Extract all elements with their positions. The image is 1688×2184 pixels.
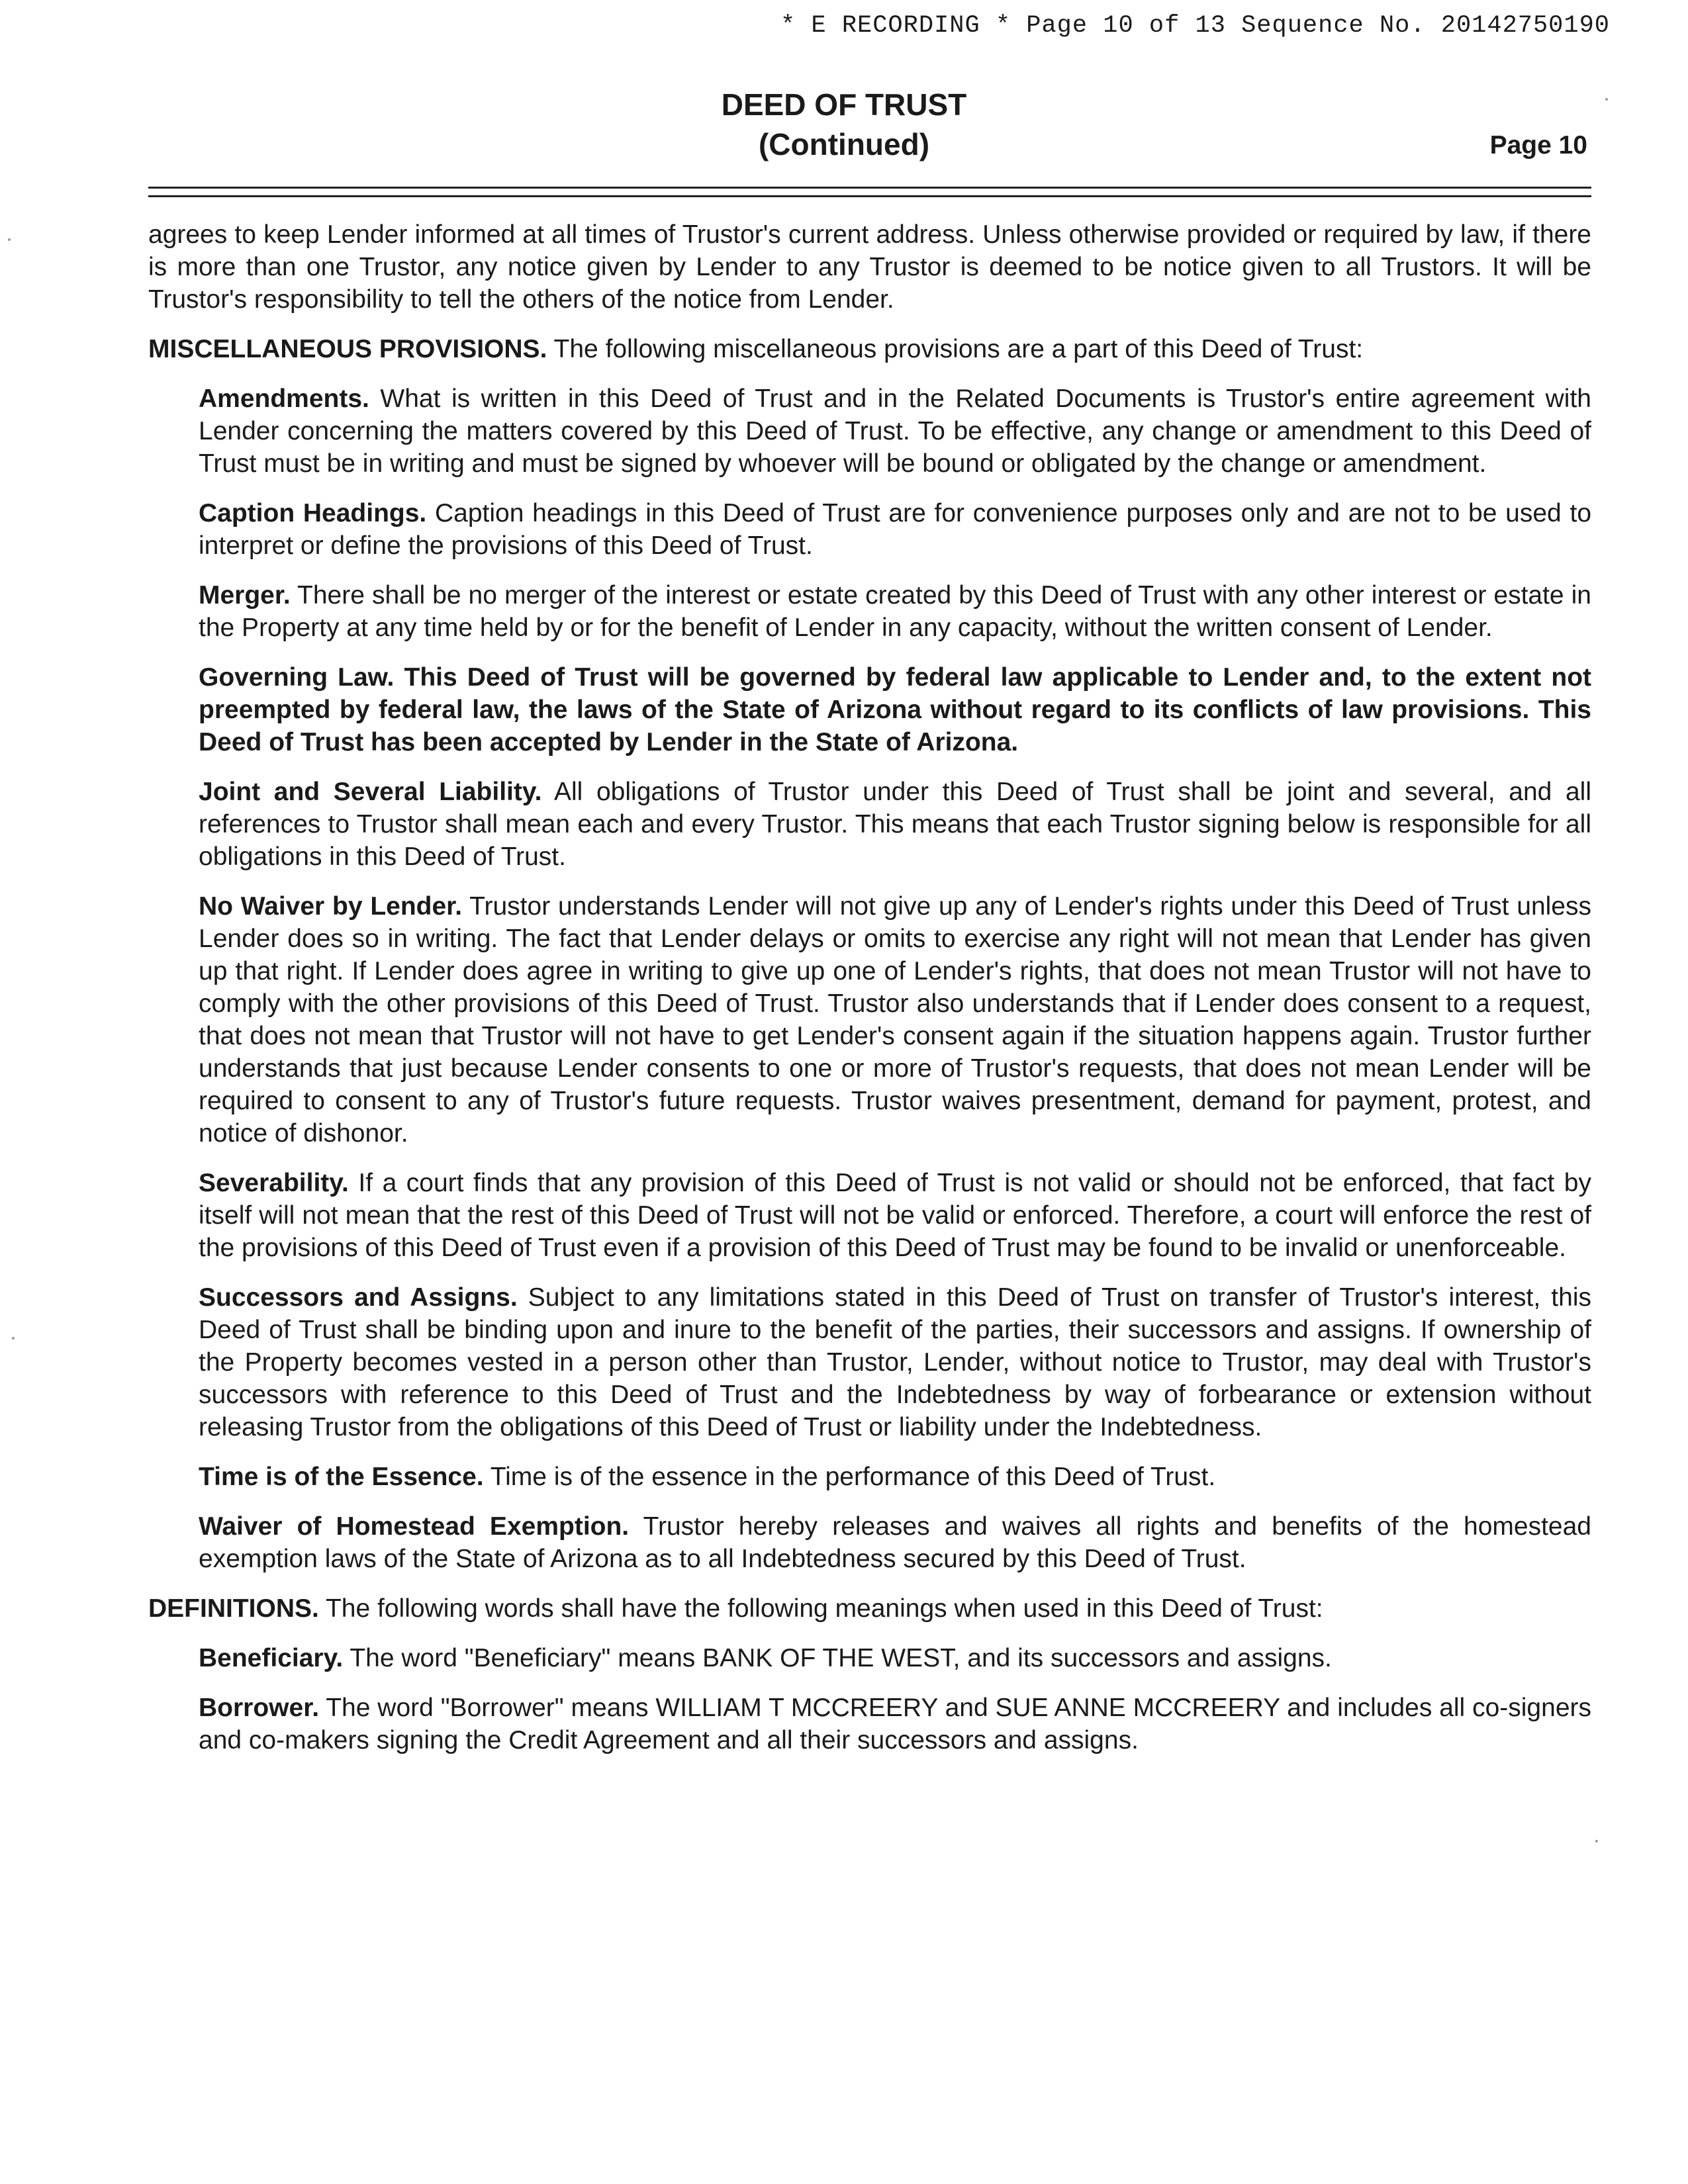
definition-beneficiary bbox=[199, 1642, 1591, 1674]
provision-heading: Caption Headings. bbox=[199, 499, 427, 527]
definition-heading: Borrower. bbox=[199, 1694, 320, 1722]
provision-governing-law bbox=[199, 661, 1591, 758]
provision-time-essence bbox=[199, 1461, 1591, 1493]
provision-heading: Time is of the Essence. bbox=[199, 1463, 484, 1491]
intro-paragraph: agrees to keep Lender informed at all times of Trustor's current address. Unless otherwise provided or required by law, if there is more than one Trustor, any notice given by Lender to any Trustor is deemed to be notice given to all Trustors. It will be Trustor's responsibility to tell the others of the notice from Lender. bbox=[148, 220, 1591, 314]
section-text: The following words shall have the following meanings when used in this Deed of Trust: bbox=[325, 1594, 1323, 1623]
provision-heading: Merger. bbox=[199, 581, 291, 610]
provision-text: Trustor hereby releases and waives all rights and benefits of the homestead exemption laws of the State of Arizona as to all Indebtedness secured by this Deed of Trust. bbox=[199, 1512, 1591, 1573]
section-heading: DEFINITIONS. bbox=[148, 1594, 319, 1623]
provision-merger bbox=[199, 579, 1591, 644]
provision-amendments bbox=[199, 383, 1591, 480]
header-rule-top bbox=[148, 187, 1591, 189]
provision-heading: Governing Law. bbox=[199, 663, 395, 692]
definitions-section bbox=[148, 1592, 1591, 1625]
recording-header: * E RECORDING * Page 10 of 13 Sequence No. 20142750190 bbox=[780, 12, 1610, 40]
provision-heading: Successors and Assigns. bbox=[199, 1283, 518, 1312]
header-rule-bottom bbox=[148, 195, 1591, 197]
provision-heading: Waiver of Homestead Exemption. bbox=[199, 1512, 630, 1541]
provision-text: Subject to any limitations stated in this Deed of Trust on transfer of Trustor's interest, this Deed of Trust shall be binding upon and inure to the benefit of the parties, their successors and assigns. If ownership of the Property becomes vested in a person other than Trustor, Lender, without notice to Trustor, may deal with Trustor's successors with reference to this Deed of Trust and the Indebtedness by way of forbearance or extension without releasing Trustor from the obligations of this Deed of Trust or liability under the Indebtedness. bbox=[199, 1283, 1591, 1441]
section-heading: MISCELLANEOUS PROVISIONS. bbox=[148, 335, 547, 363]
provision-successors-assigns bbox=[199, 1281, 1591, 1443]
provision-heading: Joint and Several Liability. bbox=[199, 778, 542, 806]
provision-joint-several-liability bbox=[199, 776, 1591, 873]
scan-speck bbox=[1595, 1840, 1598, 1843]
provision-text: What is written in this Deed of Trust and in the Related Documents is Trustor's entire agreement with Lender concerning the matters covered by this Deed of Trust. To be effective, any change or amendment to this Deed of Trust must be in writing and must be signed by whoever will be bound or obligated by the change or amendment. bbox=[199, 385, 1591, 478]
provision-text: All obligations of Trustor under this Deed of Trust shall be joint and several, and all references to Trustor shall mean each and every Trustor. This means that each Trustor signing below is responsible for all obligations in this Deed of Trust. bbox=[199, 778, 1591, 871]
provision-heading: Severability. bbox=[199, 1169, 349, 1197]
scan-speck bbox=[8, 238, 11, 241]
definition-heading: Beneficiary. bbox=[199, 1644, 344, 1672]
provision-text: Time is of the essence in the performance of this Deed of Trust. bbox=[490, 1463, 1216, 1491]
document-body bbox=[148, 218, 1591, 1774]
provision-text: Trustor understands Lender will not give up any of Lender's rights under this Deed of Trust unless Lender does so in writing. The fact that Lender delays or omits to exercise any right will not mean that Lender has given up that right. If Lender does agree in writing to give up one of Lender's rights, that does not mean Trustor will not have to comply with the other provisions of this Deed of Trust. Trustor also understands that if Lender does consent to a request, that does not mean that Trustor will not have to get Lender's consent again if the situation happens again. Trustor further understands that just because Lender consents to one or more of Trustor's requests, that does not mean Lender will be required to consent to any of Trustor's future requests. Trustor waives presentment, demand for payment, protest, and notice of dishonor. bbox=[199, 892, 1591, 1148]
definition-text: The word "Beneficiary" means BANK OF THE WEST, and its successors and assigns. bbox=[350, 1644, 1332, 1672]
misc-provisions-section bbox=[148, 333, 1591, 365]
provision-severability bbox=[199, 1167, 1591, 1264]
provision-heading: No Waiver by Lender. bbox=[199, 892, 463, 921]
page-number: Page 10 bbox=[1489, 131, 1587, 159]
provision-text: This Deed of Trust will be governed by federal law applicable to Lender and, to the extent not preempted by federal law, the laws of the State of Arizona without regard to its conflicts of law provisions. This Deed of Trust has been accepted by Lender in the State of Arizona. bbox=[199, 663, 1592, 756]
section-text: The following miscellaneous provisions are a part of this Deed of Trust: bbox=[553, 335, 1364, 363]
scan-speck bbox=[1605, 98, 1608, 101]
provision-text: There shall be no merger of the interest or estate created by this Deed of Trust with any other interest or estate in the Property at any time held by or for the benefit of Lender in any capacity, without the written consent of Lender. bbox=[199, 581, 1591, 642]
title-line-1: DEED OF TRUST bbox=[721, 87, 967, 122]
provision-heading: Amendments. bbox=[199, 385, 369, 413]
provision-caption-headings bbox=[199, 497, 1591, 562]
definition-borrower bbox=[199, 1692, 1591, 1756]
scan-speck bbox=[12, 1337, 15, 1340]
provision-homestead-waiver bbox=[199, 1510, 1591, 1575]
definition-text: The word "Borrower" means WILLIAM T MCCREERY and SUE ANNE MCCREERY and includes all co-signers and co-makers signing the Credit Agreement and all their successors and assigns. bbox=[199, 1694, 1591, 1754]
document-title bbox=[0, 85, 1688, 164]
provision-text: Caption headings in this Deed of Trust are for convenience purposes only and are not to be used to interpret or define the provisions of this Deed of Trust. bbox=[199, 499, 1592, 560]
title-line-2: (Continued) bbox=[758, 127, 930, 161]
provision-text: If a court finds that any provision of this Deed of Trust is not valid or should not be enforced, that fact by itself will not mean that the rest of this Deed of Trust will not be valid or enforced. Therefore, a court will enforce the rest of the provisions of this Deed of Trust even if a provision of this Deed of Trust may be found to be invalid or unenforceable. bbox=[199, 1169, 1591, 1262]
provision-no-waiver bbox=[199, 890, 1591, 1150]
